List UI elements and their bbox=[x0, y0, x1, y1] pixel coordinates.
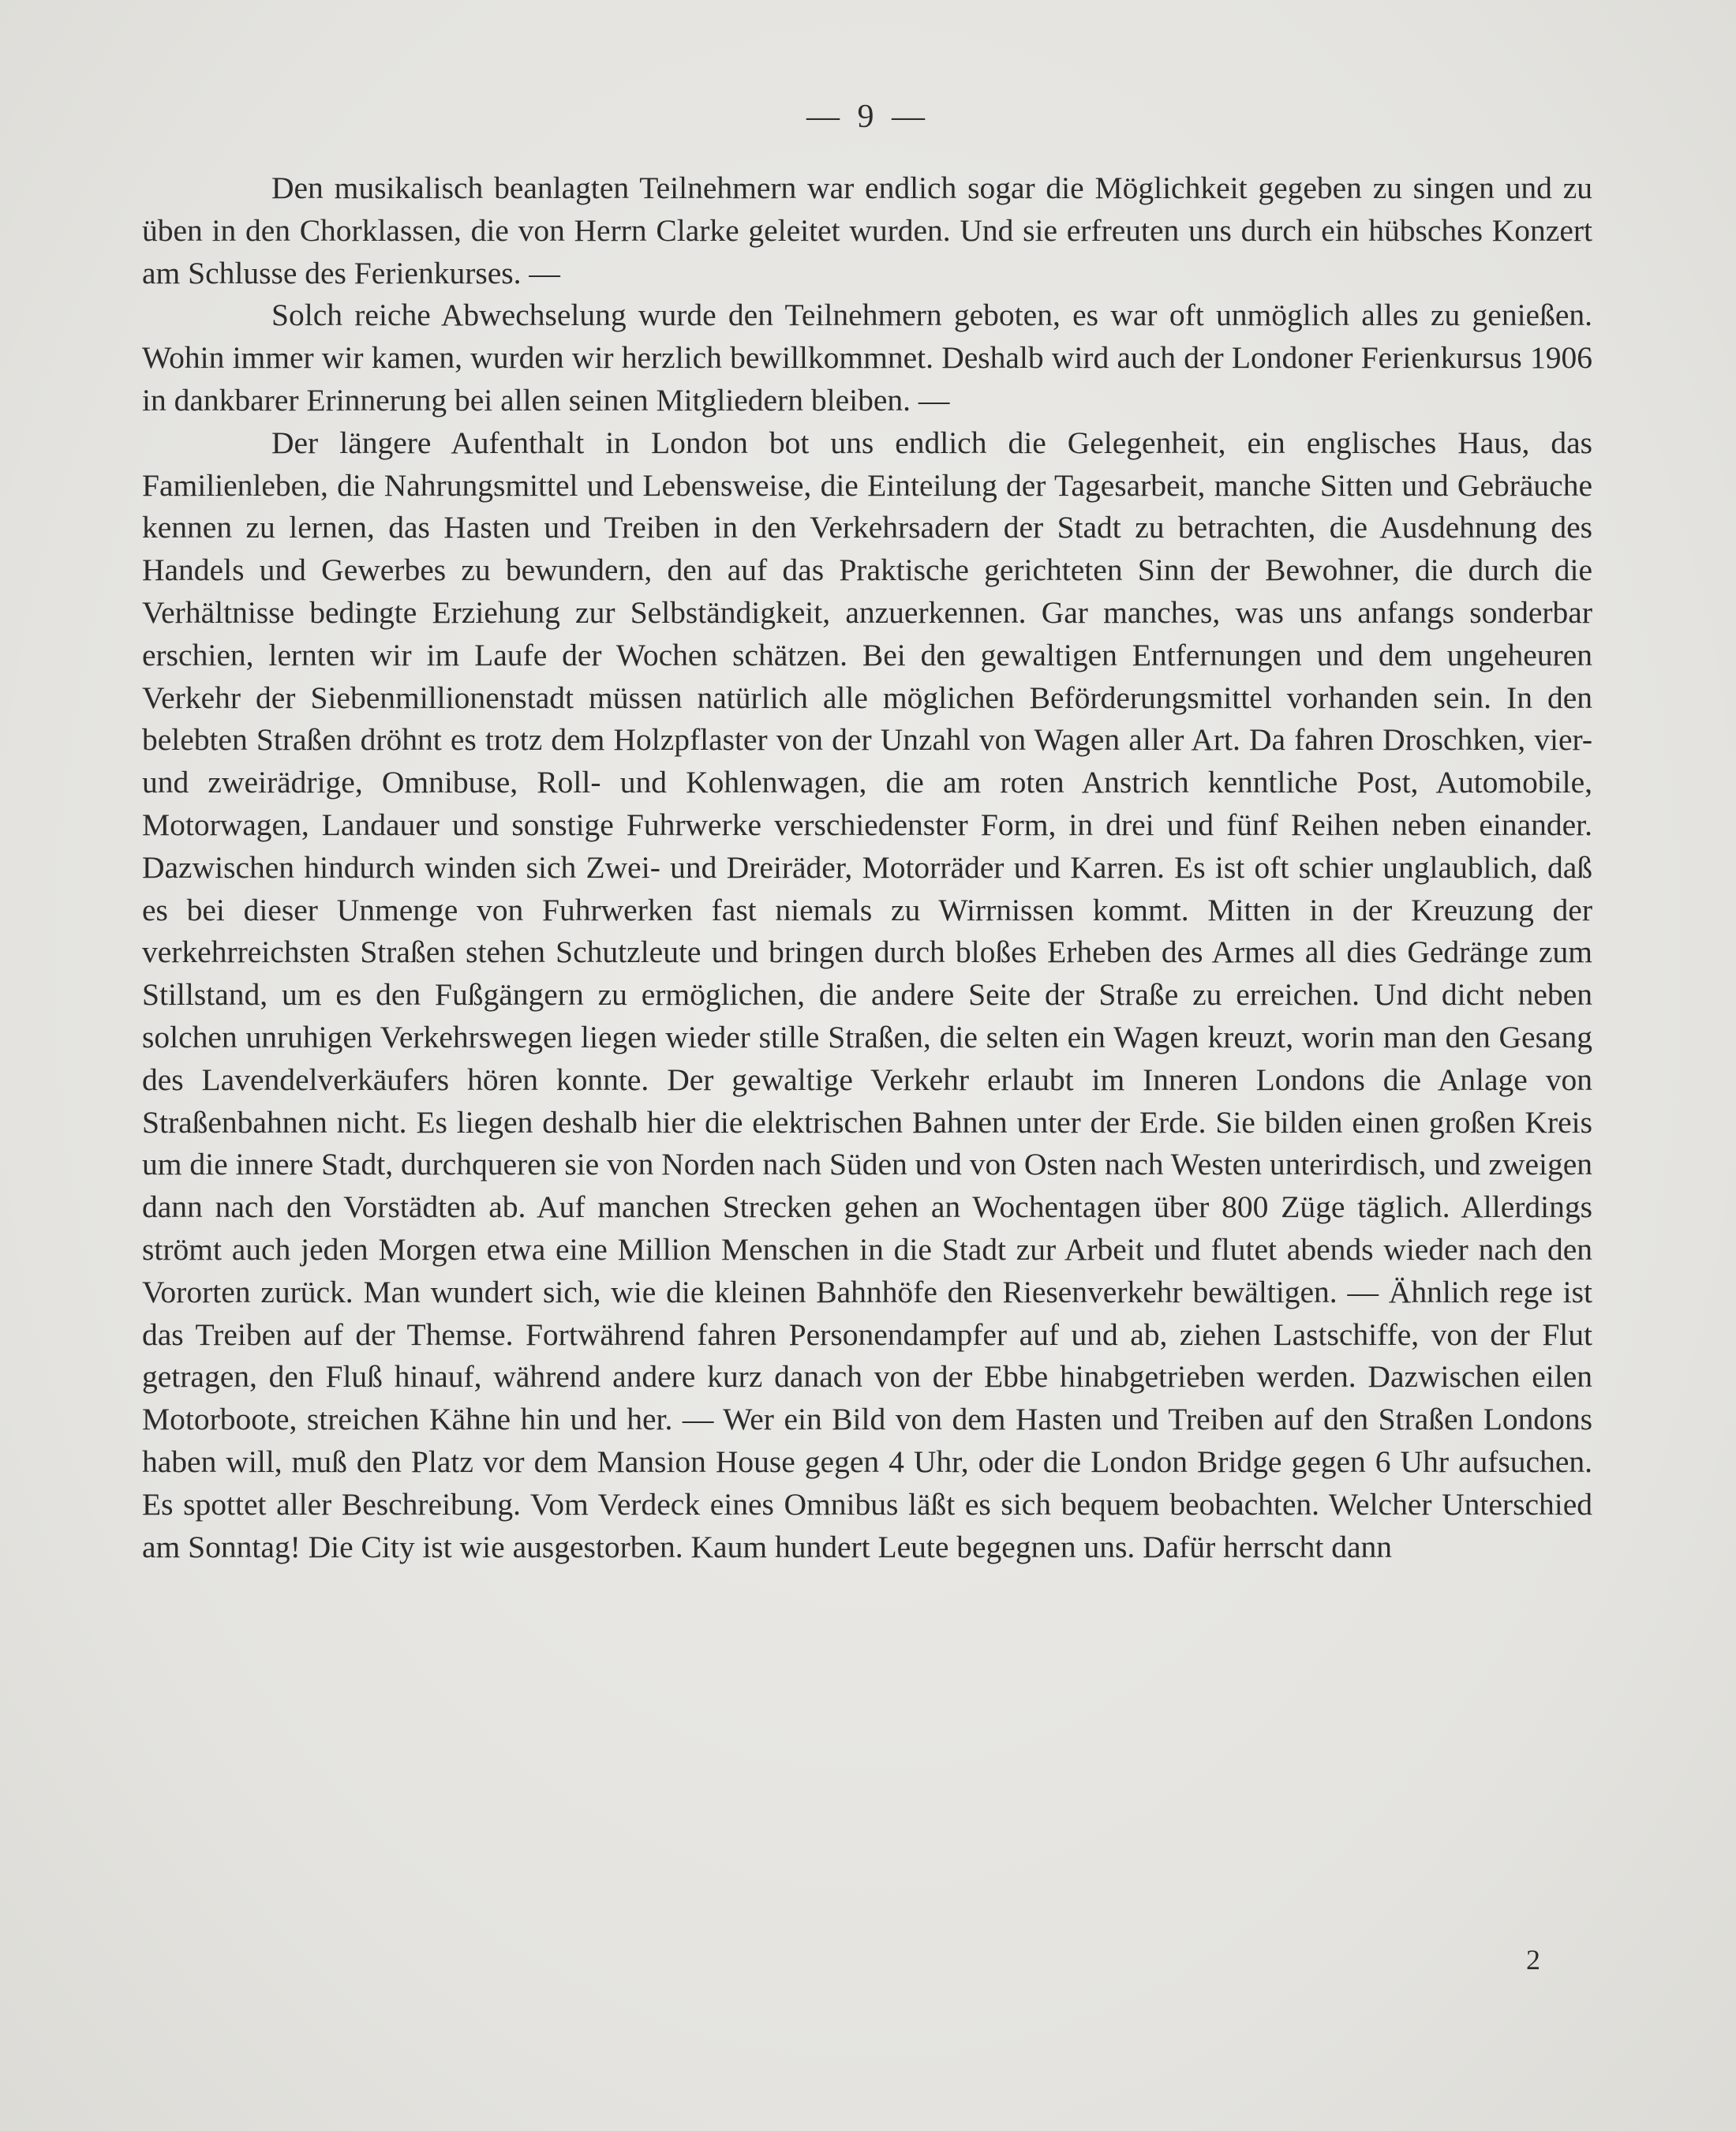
paragraph: Den musikalisch beanlagten Teilnehmern war endlich sogar die Möglichkeit gegeben zu singen und zu üben in den Chorklassen, die von Herrn Clarke geleitet wurden. Und sie erfreuten uns durch ein hübsches Konzert am Schlusse des Ferienkurses. — bbox=[142, 170, 1592, 290]
paragraph: Der längere Aufenthalt in London bot uns endlich die Gelegenheit, ein englisches Haus, das Familienleben, die Nahrungsmittel und Lebensweise, die Einteilung der Tagesarbeit, manche Sitten und Gebräuche kennen zu lernen, das Hasten und Treiben in den Verkehrsadern der Stadt zu betrachten, die Ausdehnung des Handels und Gewerbes zu bewundern, den auf das Praktische gerichteten Sinn der Bewohner, die durch die Verhältnisse bedingte Erziehung zur Selbständigkeit, anzuerkennen. Gar manches, was uns anfangs sonderbar erschien, lernten wir im Laufe der Wochen schätzen. Bei den gewaltigen Entfernungen und dem ungeheuren Verkehr der Siebenmillionenstadt müssen natürlich alle möglichen Beförderungsmittel vorhanden sein. In den belebten Straßen dröhnt es trotz dem Holzpflaster von der Unzahl von Wagen aller Art. Da fahren Droschken, vier- und zweirädrige, Omnibuse, Roll- und Kohlenwagen, die am roten Anstrich kenntliche Post, Automobile, Motorwagen, Landauer und sonstige Fuhrwerke verschiedenster Form, in drei und fünf Reihen neben einander. Dazwischen hindurch winden sich Zwei- und Dreiräder, Motorräder und Karren. Es ist oft schier unglaublich, daß es bei dieser Unmenge von Fuhrwerken fast niemals zu Wirrnissen kommt. Mitten in der Kreuzung der verkehrreichsten Straßen stehen Schutzleute und bringen durch bloßes Erheben des Armes all dies Gedränge zum Stillstand, um es den Fußgängern zu ermöglichen, die andere Seite der Straße zu erreichen. Und dicht neben solchen unruhigen Verkehrswegen liegen wieder stille Straßen, die selten ein Wagen kreuzt, worin man den Gesang des Lavendelverkäufers hören konnte. Der gewaltige Verkehr erlaubt im Inneren Londons die Anlage von Straßenbahnen nicht. Es liegen deshalb hier die elektrischen Bahnen unter der Erde. Sie bilden einen großen Kreis um die innere Stadt, durchqueren sie von Norden nach Süden und von Osten nach Westen unterirdisch, und zweigen dann nach den Vorstädten ab. Auf manchen Strecken gehen an Wochentagen über 800 Züge täglich. Allerdings strömt auch jeden Morgen etwa eine Million Menschen in die Stadt zur Arbeit und flutet abends wieder nach den Vororten zurück. Man wundert sich, wie die kleinen Bahnhöfe den Riesenverkehr bewältigen. — Ähnlich rege ist das Treiben auf der Themse. Fortwährend fahren Personendampfer auf und ab, ziehen Lastschiffe, von der Flut getragen, den Fluß hinauf, während andere kurz danach von der Ebbe hinabgetrieben werden. Dazwischen eilen Motorboote, streichen Kähne hin und her. — Wer ein Bild von dem Hasten und Treiben auf den Straßen Londons haben will, muß den Platz vor dem Mansion House gegen 4 Uhr, oder die London Bridge gegen 6 Uhr aufsuchen. Es spottet aller Beschreibung. Vom Verdeck eines Omnibus läßt es sich bequem beobachten. Welcher Unterschied am Sonntag! Die City ist wie ausgestorben. Kaum hundert Leute begegnen uns. Dafür herrscht dann bbox=[142, 425, 1592, 1564]
page-number: — 9 — bbox=[806, 99, 930, 135]
paragraph: Solch reiche Abwechselung wurde den Teilnehmern geboten, es war oft unmöglich alles zu genießen. Wohin immer wir kamen, wurden wir herzlich bewillkommnet. Deshalb wird auch der Londoner Ferienkursus 1906 in dankbarer Erinnerung bei allen seinen Mitgliedern bleiben. — bbox=[142, 298, 1592, 418]
signature-mark: 2 bbox=[1526, 1944, 1540, 1976]
body-text bbox=[142, 167, 1592, 1568]
